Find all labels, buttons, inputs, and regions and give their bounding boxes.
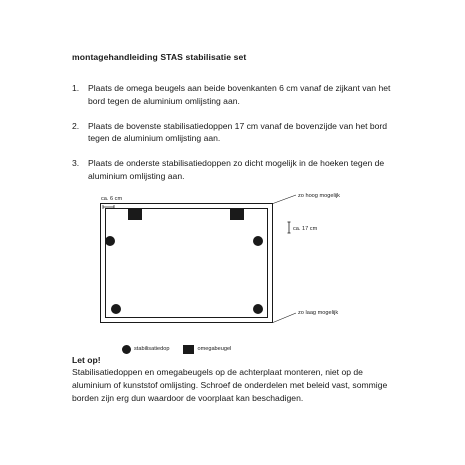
pointer-zo-hoog-line [273, 195, 296, 204]
warning-text: Stabilisatiedoppen en omegabeugels op de achterplaat monteren, niet op de aluminium of kunststof omlijsting. Schroef de onderdelen met beleid vast, sommige borden zijn erg dun waardoor de voorplaat kan beschadigen. [72, 367, 388, 403]
legend-square-label: omegabeugel [197, 346, 232, 352]
pointer-zo-laag-line [273, 313, 296, 323]
label-ca-17cm: ca. 17 cm [293, 226, 318, 232]
board-outer-frame [101, 204, 273, 323]
label-ca-6cm: ca. 6 cm [101, 196, 123, 202]
diagram-legend [122, 343, 231, 355]
label-zo-hoog-mogelijk: zo hoog mogelijk [298, 193, 340, 199]
board-inner-frame [106, 209, 268, 318]
stabilizer-cap-bottom-left [111, 304, 121, 314]
legend-dot-label: stabilisatiedop [134, 346, 170, 352]
document-title: montagehandleiding STAS stabilisatie set [72, 52, 247, 62]
step-number: 2. [72, 120, 80, 131]
step-number: 1. [72, 83, 80, 93]
omega-bracket-left [128, 209, 142, 220]
label-zo-laag-mogelijk: zo laag mogelijk [298, 310, 339, 316]
warning-title: Let op! [72, 355, 101, 365]
stabilizer-cap-top-left [105, 236, 115, 246]
stabilizer-cap-top-right [253, 236, 263, 246]
omega-bracket-right [230, 209, 244, 220]
stabilizer-cap-bottom-right [253, 304, 263, 314]
legend-dot-icon [122, 345, 131, 354]
legend-square-icon [183, 345, 194, 354]
step-number: 3. [72, 158, 80, 168]
step-text: Plaats de onderste stabilisatiedoppen zo dicht mogelijk in de hoeken tegen de aluminium omlijsting aan. [88, 158, 385, 181]
step-text: Plaats de omega beugels aan beide bovenkanten 6 cm vanaf de zijkant van het bord tegen de aluminium omlijsting aan. [88, 83, 391, 106]
step-text: Plaats de bovenste stabilisatiedoppen 17 cm vanaf de bovenzijde van het bord tegen de aluminium omlijsting aan. [88, 120, 388, 143]
